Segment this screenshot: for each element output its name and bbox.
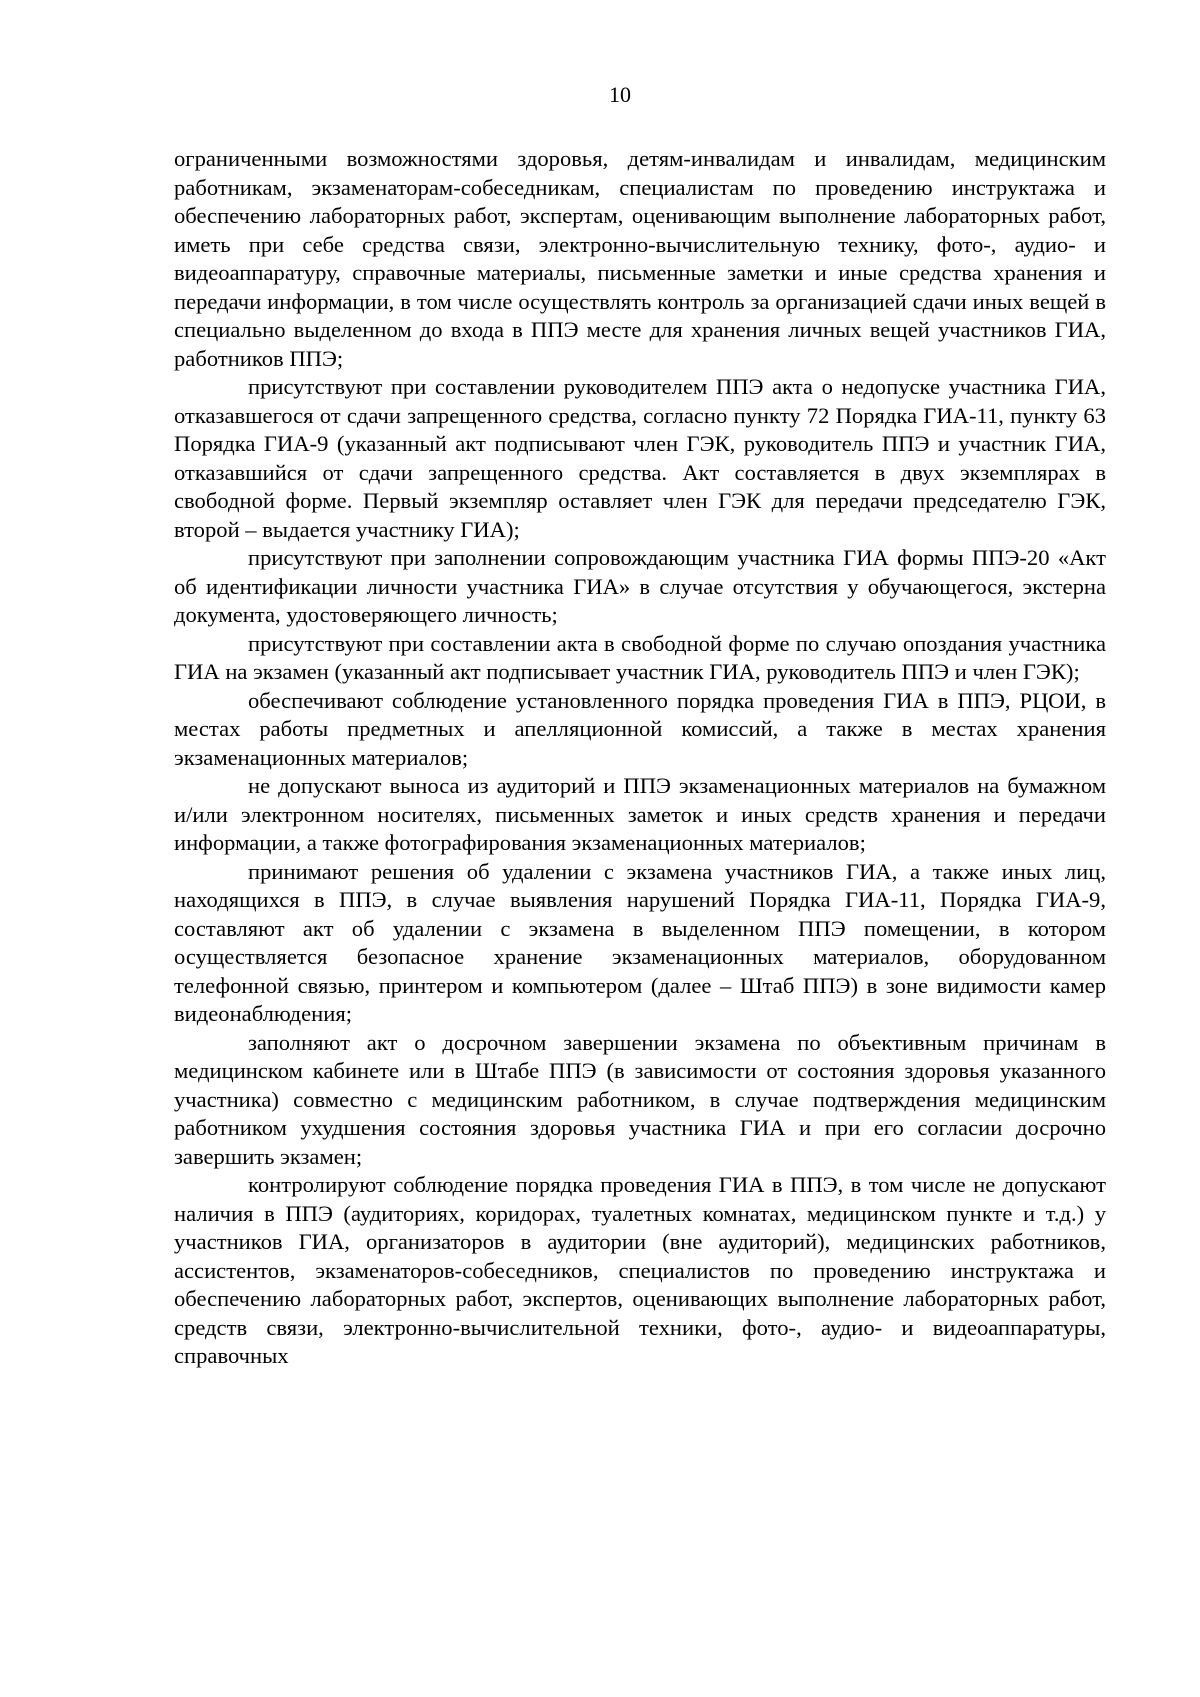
paragraph-identification-act: присутствуют при заполнении сопровождающим участника ГИА формы ППЭ-20 «Акт об идентификации личности участника ГИА» в случае отсутствия у обучающегося, экстерна документа, удостоверяющего личность; bbox=[174, 545, 1106, 627]
paragraph-early-completion-act: заполняют акт о досрочном завершении экзамена по объективным причинам в медицинском кабинете или в Штабе ППЭ (в зависимости от состояния здоровья указанного участника) совместно с медицинским работником, в случае подтверждения медицинским работником ухудшения состояния здоровья участника ГИА и при его согласии досрочно завершить экзамен; bbox=[174, 1029, 1106, 1169]
paragraph-removal-decisions: принимают решения об удалении с экзамена участников ГИА, а также иных лиц, находящихся в ППЭ, в случае выявления нарушений Порядка ГИА-11, Порядка ГИА-9, составляют акт об удалении с экзамена в выделенном ППЭ помещении, в котором осуществляется безопасное хранение экзаменационных материалов, оборудованном телефонной связью, принтером и компьютером (далее – Штаб ППЭ) в зоне видимости камер видеонаблюдения; bbox=[174, 858, 1106, 1026]
document-body bbox=[174, 145, 1106, 1371]
page-number: 10 bbox=[609, 82, 631, 107]
paragraph-prevent-removal: не допускают выноса из аудиторий и ППЭ экзаменационных материалов на бумажном и/или электронном носителях, письменных заметок и иных средств хранения и передачи информации, а также фотографирования экзаменационных материалов; bbox=[174, 773, 1106, 855]
paragraph-control-compliance: контролируют соблюдение порядка проведения ГИА в ППЭ, в том числе не допускают наличия в ППЭ (аудиториях, коридорах, туалетных комнатах, медицинском пункте и т.д.) у участников ГИА, организаторов в аудитории (вне аудиторий), медицинских работников, ассистентов, экзаменаторов-собеседников, специалистов по проведению инструктажа и обеспечению лабораторных работ, экспертов, оценивающих выполнение лабораторных работ, средств связи, электронно-вычислительной техники, фото-, аудио- и видеоаппаратуры, справочных bbox=[174, 1172, 1106, 1368]
paragraph-late-arrival-act: присутствуют при составлении акта в свободной форме по случаю опоздания участника ГИА на экзамен (указанный акт подписывает участник ГИА, руководитель ППЭ и член ГЭК); bbox=[174, 630, 1106, 684]
paragraph-act-of-non-admission: присутствуют при составлении руководителем ППЭ акта о недопуске участника ГИА, отказавшегося от сдачи запрещенного средства, согласно пункту 72 Порядка ГИА-11, пункту 63 Порядка ГИА-9 (указанный акт подписывают член ГЭК, руководитель ППЭ и участник ГИА, отказавшийся от сдачи запрещенного средства. Акт составляется в двух экземплярах в свободной форме. Первый экземпляр оставляет член ГЭК для передачи председателю ГЭК, второй – выдается участнику ГИА); bbox=[174, 374, 1106, 542]
paragraph-ensure-order: обеспечивают соблюдение установленного порядка проведения ГИА в ППЭ, РЦОИ, в местах работы предметных и апелляционной комиссий, а также в местах хранения экзаменационных материалов; bbox=[174, 687, 1106, 770]
paragraph-continuation: ограниченными возможностями здоровья, детям-инвалидам и инвалидам, медицинским работникам, экзаменаторам-собеседникам, специалистам по проведению инструктажа и обеспечению лабораторных работ, экспертам, оценивающим выполнение лабораторных работ, иметь при себе средства связи, электронно-вычислительную технику, фото-, аудио- и видеоаппаратуру, справочные материалы, письменные заметки и иные средства хранения и передачи информации, в том числе осуществлять контроль за организацией сдачи иных вещей в специально выделенном до входа в ППЭ месте для хранения личных вещей участников ГИА, работников ППЭ; bbox=[174, 146, 1106, 371]
